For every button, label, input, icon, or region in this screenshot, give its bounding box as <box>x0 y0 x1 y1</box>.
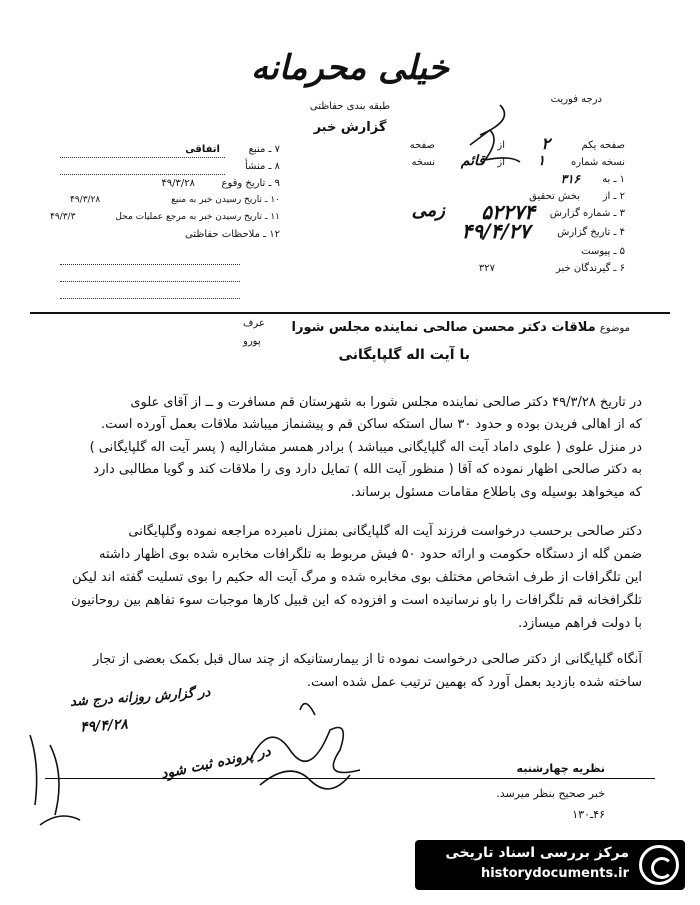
copy-of-hand: قائم <box>460 153 485 169</box>
watermark-name: مرکز بررسی اسناد تاریخی <box>445 845 629 861</box>
field-label: ۱۲ ـ ملاحظات حفاظتی <box>185 229 280 240</box>
field-label: ۵ ـ پیوست <box>581 246 625 257</box>
field-label: ۸ ـ منشأ <box>244 161 280 172</box>
field-copy <box>340 153 625 174</box>
body-line: که از اهالی فریدن بوده و حدود ۳۰ سال استکه ساکن قم و پیشنماز میباشد ملاقات بعمل آورده است. <box>101 417 642 432</box>
field-label: نسخه شماره <box>571 157 625 168</box>
document-code: ۴۶ـ۱۳۰ <box>572 808 605 821</box>
footer-divider <box>45 778 655 779</box>
archive-logo-icon <box>639 845 679 885</box>
right-form-fields <box>340 134 625 280</box>
field-value: اتفاقی <box>185 144 220 155</box>
routing-top: عرف <box>243 318 265 329</box>
watermark-url: historydocuments.ir <box>480 866 629 881</box>
field-end: صفحه <box>409 140 435 151</box>
subject-line-2: با آیت اله گلپایگانی <box>338 347 470 363</box>
field-security-notes <box>60 229 280 246</box>
field-origin <box>60 161 280 178</box>
field-label: ۶ ـ گیرندگان خبر <box>555 263 625 274</box>
body-line: به دکتر صالحی اظهار نموده که آقا ( منظور آیت الله ) تمایل دارد وی را ملاقات کند و گویا مطالبی دارد <box>93 462 642 477</box>
opinion-text: خبر صحیح بنظر میرسد. <box>496 787 605 800</box>
field-source <box>60 144 280 161</box>
copy-no-hand: ۱ <box>537 153 545 169</box>
page-title: خیلی محرمانه <box>251 48 449 88</box>
body-line: در تاریخ ۴۹/۳/۲۸ دکتر صالحی نماینده مجلس شورا به شهرستان قم مسافرت و ــ از آقای علوی <box>130 395 642 410</box>
field-end: نسخه <box>411 157 435 168</box>
priority-label: درجه فوریت <box>550 94 602 105</box>
field-value: بخش تحقیق <box>529 191 580 202</box>
field-value: ۴۹/۳/۲۸ <box>161 178 195 189</box>
field-recipients <box>340 263 625 280</box>
field-attachment <box>340 246 625 263</box>
field-reference-receipt-date <box>50 212 280 229</box>
signature-scribble <box>230 690 370 800</box>
body-line: ساخته شده بازدید بعمل آورد که بهمین ترتیب عمل شده است. <box>306 675 642 690</box>
report-suffix-hand: زمی <box>411 200 445 221</box>
field-label: ۹ ـ تاریخ وقوع <box>221 178 280 189</box>
field-label: ۷ ـ منبع <box>248 144 280 155</box>
field-value: ۴۹/۴/۲۷ <box>461 219 530 243</box>
field-report-date <box>340 219 625 246</box>
page-total-hand: ۲ <box>541 134 550 153</box>
field-label: ۱ ـ به <box>602 174 625 185</box>
field-label: ۳ ـ شماره گزارش <box>549 208 625 219</box>
subject-label: موضوع <box>599 323 630 334</box>
field-to <box>340 174 625 191</box>
body-line: تلگرافخانه قم تلگرافات را باو نرسانیده است و افزوده که این قبیل کارها موجبات سوء تفاهم بین روحانیون <box>71 593 642 608</box>
marginal-scribble <box>20 715 140 835</box>
left-form-fields <box>50 144 280 246</box>
field-occurrence-date <box>60 178 280 195</box>
body-line: ضمن گله از دستگاه حکومت و ارائه حدود ۵۰ فیش مربوط به تلگرافات مخابره شده بوی اظهار داشته <box>99 547 642 562</box>
watermark-banner <box>415 840 685 890</box>
field-mid: از <box>497 157 505 168</box>
field-mid: از <box>497 140 505 151</box>
report-type: گزارش خبر <box>313 120 387 135</box>
field-value: ۳۱۶ <box>560 172 580 186</box>
body-line: با دولت فراهم میسازد. <box>518 616 642 631</box>
field-source-receipt-date <box>60 195 280 212</box>
subject-text: ملاقات دکتر محسن صالحی نماینده مجلس شورا <box>291 320 596 335</box>
handwritten-note-date: ۴۹/۴/۲۸ <box>79 716 129 736</box>
field-value: ۳۲۷ <box>478 263 495 274</box>
subject <box>292 320 630 335</box>
field-label: ۱۰ ـ تاریخ رسیدن خبر به منبع <box>171 195 280 205</box>
handwritten-note-file: در پرونده ثبت شود <box>159 743 273 783</box>
body-line: در منزل علوی ( علوی داماد آیت اله گلپایگانی میباشد ) برادر همسر مشارالیه ( پسر آیت اله گلپایگانی ) <box>89 440 642 455</box>
classification-label: طبقه بندی حفاظتی <box>309 101 391 112</box>
handwritten-note-daily-report: در گزارش روزانه درج شد <box>69 685 211 710</box>
body-line: دکتر صالحی برحسب درخواست فرزند آیت اله گلپایگانی بمنزل نامبرده مراجعه نموده وگلپایگانی <box>128 524 642 539</box>
field-value: ۵۲۲۷۴ <box>481 200 535 224</box>
body-line: که میخواهد بوسیله وی باطلاع مقامات مسئول برساند. <box>350 485 642 500</box>
field-label: ۴ ـ تاریخ گزارش <box>557 227 625 238</box>
left-blank-lines <box>60 250 240 299</box>
body-line: آنگاه گلپایگانی از دکتر صالحی درخواست نموده تا از بیمارستانیکه از چند سال قبل بکمک بعضی از تجار <box>93 652 642 667</box>
field-label: ۱۱ ـ تاریخ رسیدن خبر به مرجع عملیات محل <box>115 212 280 222</box>
field-value: ۴۹/۳/۲۸ <box>70 195 101 205</box>
body-line: این تلگرافات از طرف اشخاص مختلف بوی مخابره شده و مرگ آیت اله حکیم را بوی تسلیت گفته اند لیکن <box>71 570 642 585</box>
field-value: ۴۹/۳/۳ <box>50 212 76 222</box>
opinion-label: نظریه چهارشنبه <box>516 762 605 775</box>
routing-bottom: پورو <box>243 336 261 347</box>
field-label: صفحه یکم <box>581 140 625 151</box>
subject-divider <box>30 312 670 314</box>
field-label: ۲ ـ از <box>602 191 625 202</box>
